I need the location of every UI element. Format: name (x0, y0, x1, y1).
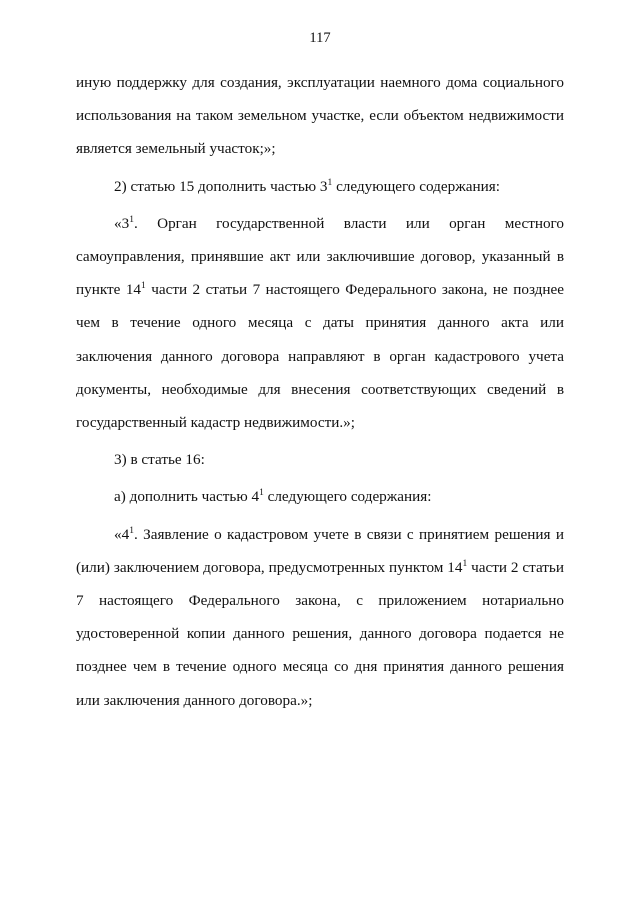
paragraph-subpoint-a (76, 480, 564, 513)
paragraph-text: а) дополнить частью 4 (114, 488, 260, 506)
paragraph-text: части 2 статьи 7 настоящего Федерального закона, с приложением нотариально удостоверенной копии данного решения, данного договора подается не позднее чем в течение одного месяца со дня принятия данного решения или заключения данного договора.»; (76, 558, 564, 709)
paragraph-part-4-1 (76, 518, 564, 717)
superscript-index: 1 (129, 214, 134, 225)
paragraph-text: части 2 статьи 7 настоящего Федерального закона, не позднее чем в течение одного месяца с даты принятия данного акта или заключения данного договора направляют в орган кадастрового учета документы, необходимые для внесения соответствующих сведений в государственный кадастр недвижимости.»; (76, 281, 565, 432)
paragraph-text: иную поддержку для создания, эксплуатации наемного дома социального использования на таком земельном участке, если объектом недвижимости является земельный участок;»; (76, 74, 564, 158)
superscript-index: 1 (129, 525, 134, 536)
paragraph-amendment-article-16 (76, 443, 564, 476)
paragraph-text: следующего содержания: (263, 488, 432, 506)
paragraph-part-3-1 (76, 207, 564, 439)
paragraph-text: . Заявление о кадастровом учете в связи с принятием решения и (или) заключением договора, предусмотренных пунктом 14 (76, 525, 564, 576)
superscript-index: 1 (462, 558, 468, 569)
superscript-index: 1 (141, 281, 146, 292)
paragraph-text: 3) в статье 16: (114, 451, 205, 469)
paragraph-text: «3 (114, 214, 130, 232)
superscript-index: 1 (327, 177, 333, 188)
paragraph-continuation (76, 66, 564, 166)
paragraph-text: «4 (114, 525, 130, 543)
superscript-index: 1 (259, 488, 264, 499)
page-number: 117 (309, 30, 331, 46)
paragraph-text: 2) статью 15 дополнить частью 3 (114, 177, 328, 195)
paragraph-text: следующего содержания: (332, 177, 500, 195)
paragraph-amendment-article-15 (76, 170, 564, 203)
paragraph-text: . Орган государственной власти или орган местного самоуправления, принявшие акт или заключившие договор, указанный в пункте 14 (76, 214, 564, 299)
document-body (76, 66, 564, 717)
